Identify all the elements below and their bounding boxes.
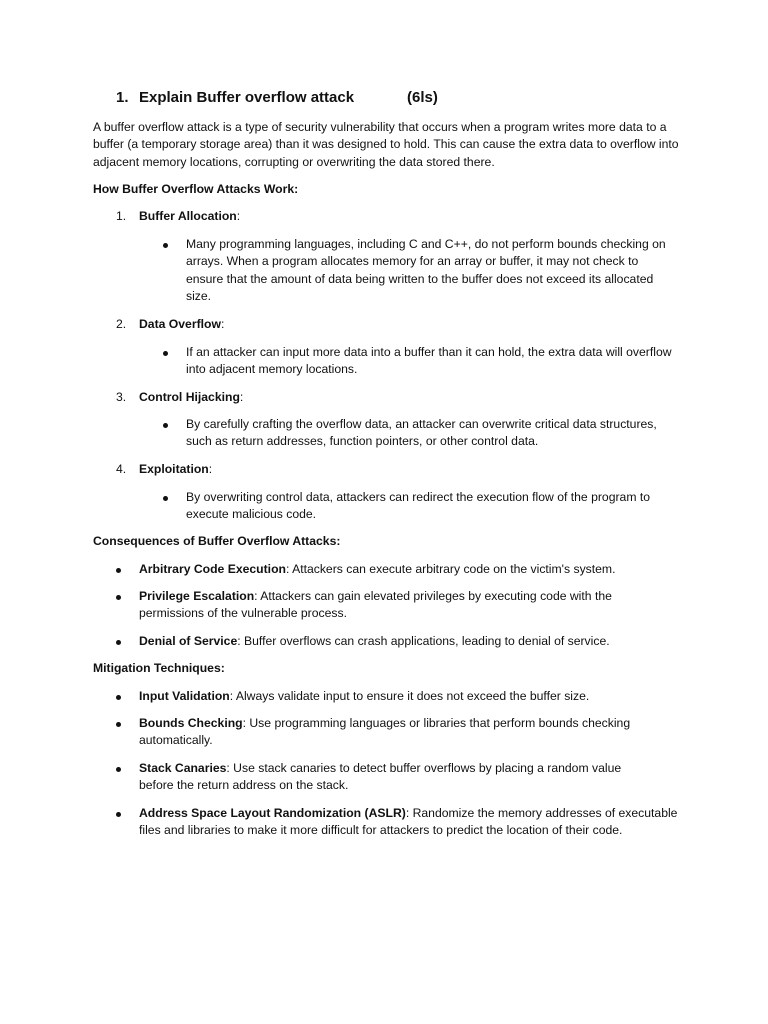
consequences-heading: Consequences of Buffer Overflow Attacks: [93,534,341,548]
bullet-icon [116,568,121,573]
bullet-icon [163,496,168,501]
bullet-icon [116,812,121,817]
step-detail-text: By carefully crafting the overflow data, an attacker can overwrite critical data structures, such as return addresses, function pointers, or other control data. [186,417,657,449]
step-number: 3. [116,390,127,404]
bullet-icon [163,243,168,248]
step-detail-text: Many programming languages, including C and C++, do not perform bounds checking on arrays. When a program allocates memory for an array or buffer, it may not check to ensure that the amount of data being written to the buffer does not exceed its allocated size. [186,237,666,304]
question-title: Explain Buffer overflow attack [139,89,355,106]
mitigation-heading: Mitigation Techniques: [93,661,225,675]
step-number: 1. [116,209,127,223]
mitigation-text: : Always validate input to ensure it does not exceed the buffer size. [229,689,590,703]
consequence-text: : Buffer overflows can crash applications, leading to denial of service. [237,634,610,648]
question-number: 1. [116,89,129,106]
mitigation-label: Address Space Layout Randomization (ASLR) [139,806,406,820]
mitigation-text: : Use stack canaries to detect buffer overflows by placing a random value before the return address on the stack. [139,761,622,793]
consequence-label: Denial of Service [139,634,238,648]
consequence-text: : Attackers can execute arbitrary code on the victim's system. [285,562,616,576]
mitigation-text: : Use programming languages or libraries that perform bounds checking automatically. [139,716,631,748]
step-label: Exploitation [139,462,209,476]
bullet-icon [163,351,168,356]
intro-paragraph: A buffer overflow attack is a type of security vulnerability that occurs when a program writes more data to a buffer (a temporary storage area) than it was designed to hold. This can cause the extra data to overflow into adjacent memory locations, corrupting or overwriting the data stored there. [93,120,679,169]
document-page: 1. Explain Buffer overflow attack (6ls) A buffer overflow attack is a type of security vulnerability that occurs when a program writes more data to a buffer (a temporary storage area) than it was designed to hold. This can cause the extra data to overflow into adjacent memory locations, corrupting or overwriting the data stored there. How Buffer Overflow Attacks Work: 1. Buffer Allocation: Many programming languages, including C and C++, do not perform bounds checking on arrays. When a program allocates memory for an array or buffer, it may not check to ensure that the amount of data being written to the buffer does not exceed its allocated size. 2. Data Overflow: If an attacker can input more data into a buffer than it can hold, the extra data will overflow into adjacent memory locations. 3. Control Hijacking: By carefully crafting the overflow data, an attacker can overwrite critical data structures, such as return addresses, function pointers, or other control data. 4. Exploitation: By overwriting control data, attackers can redirect the execution flow of the program to execute malicious code. Consequences of Buffer Overflow Attacks: Arbitrary Code Execution: Attackers can execute arbitrary code on the victim's system. Privilege Escalation: Attackers can gain elevated privileges by executing code with the permissions of the vulnerable process. Denial of Service: Buffer overflows can crash applications, leading to denial of service. Mitigation Techniques: Input Validation: Always validate input to ensure it does not exceed the buffer size. Bounds Checking: Use programming languages or libraries that perform bounds checking automatically. Stack Canaries: Use stack canaries to detect buffer overflows by placing a random value before the return address on the stack. Address Space Layout Randomization (ASLR): Randomize the memory addresses of executable files and libraries to make it more difficult for attackers to predict the location of their code. [0,0,768,1024]
question-marks: (6ls) [407,89,438,106]
step-number: 2. [116,317,127,331]
bullet-icon [116,640,121,645]
bullet-icon [116,595,121,600]
step-label: Data Overflow [139,317,221,331]
consequence-label: Privilege Escalation [139,589,255,603]
mitigation-label: Bounds Checking [139,716,243,730]
how-it-works-heading: How Buffer Overflow Attacks Work: [93,182,299,196]
bullet-icon [116,722,121,727]
step-detail-text: By overwriting control data, attackers can redirect the execution flow of the program to execute malicious code. [186,490,651,522]
mitigation-label: Input Validation [139,689,230,703]
mitigation-label: Stack Canaries [139,761,227,775]
bullet-icon [116,695,121,700]
question-heading [116,88,438,108]
consequence-text: : Attackers can gain elevated privileges by executing code with the permissions of the vulnerable process. [139,589,612,621]
consequence-label: Arbitrary Code Execution [139,562,286,576]
bullet-icon [116,767,121,772]
mitigation-text: : Randomize the memory addresses of executable files and libraries to make it more difficult for attackers to predict the location of their code. [139,806,678,838]
step-label: Control Hijacking [139,390,240,404]
step-detail-text: If an attacker can input more data into a buffer than it can hold, the extra data will overflow into adjacent memory locations. [186,345,672,377]
bullet-icon [163,423,168,428]
step-label: Buffer Allocation [139,209,237,223]
step-number: 4. [116,462,127,476]
